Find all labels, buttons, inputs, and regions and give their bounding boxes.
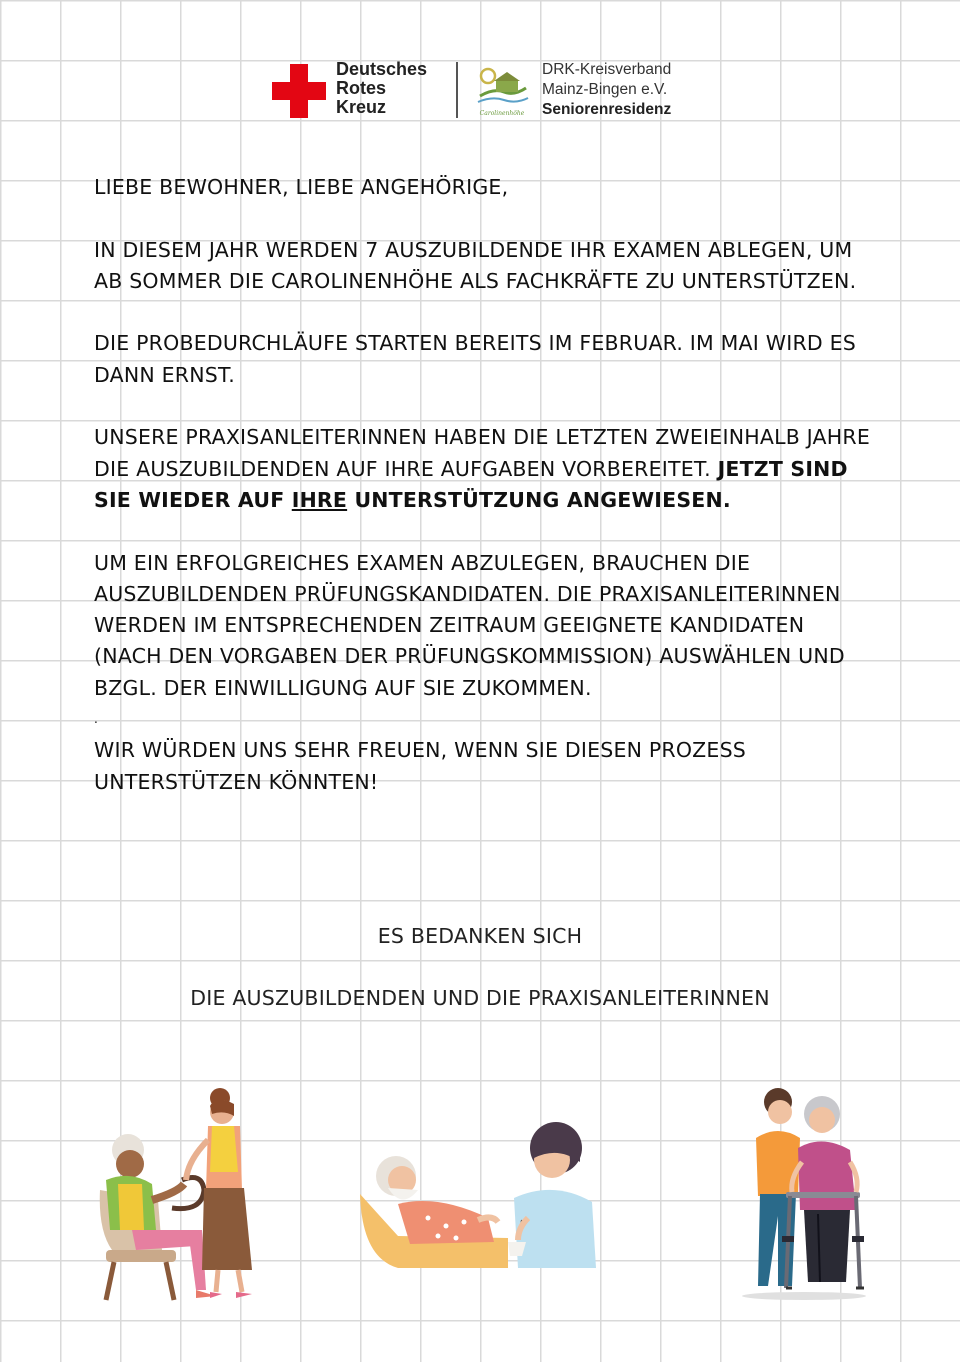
paragraph-support [94,422,874,516]
svg-text:Carolinenhöhe: Carolinenhöhe [479,110,525,117]
kv-line-3: Seniorenresidenz [542,101,672,118]
walker-assistance-illustration [738,1086,868,1300]
paragraph-schedule: DIE PROBEDURCHLÄUFE STARTEN BEREITS IM FEBRUAR. IM MAI WIRD ES DANN ERNST. [94,331,856,387]
support-plain-text: UNSERE PRAXISANLEITERINNEN HABEN DIE LETZTEN ZWEIEINHALB JAHRE DIE AUSZUBILDENDEN AUF IHRE AUFGABEN VORBEREITET. [94,425,870,481]
stray-dot: . [94,712,99,727]
red-cross-logo [272,64,326,118]
drk-wordmark [336,60,427,117]
paragraph-candidates: UM EIN ERFOLGREICHES EXAMEN ABZULEGEN, BRAUCHEN DIE AUSZUBILDENDEN PRÜFUNGSKANDIDATEN. DIE PRAXISANLEITERINNEN WERDEN IM ENTSPRECHENDEN ZEITRAUM GEEIGNETE KANDIDATEN (NACH DEN VORGABEN DER PRÜFUNGSKOMMISSION) AUSWÄHLEN UND BZGL. DER EINWILLIGUNG AUF SIE ZUKOMMEN. [94,550,845,700]
paragraph-closing: WIR WÜRDEN UNS SEHR FREUEN, WENN SIE DIESEN PROZESS UNTERSTÜTZEN KÖNNTEN! [94,738,747,794]
support-emphasis-b: UNTERSTÜTZUNG ANGEWIESEN. [347,487,731,512]
drk-line-3: Kreuz [336,97,387,117]
greeting: LIEBE BEWOHNER, LIEBE ANGEHÖRIGE, [94,175,509,199]
kv-line-2: Mainz-Bingen e.V. [542,81,668,98]
residence-logo [474,62,530,118]
kreisverband-text [542,60,671,120]
support-emphasis-a: JETZT SIND SIE WIEDER AUF [94,456,848,512]
blood-pressure-illustration [92,1080,272,1302]
signature-line: DIE AUSZUBILDENDEN UND DIE PRAXISANLEITERINNEN [190,986,770,1010]
kv-line-1: DRK-Kreisverband [542,61,672,78]
header-divider [456,62,458,118]
support-emphasis-underlined: IHRE [291,487,348,512]
paragraph-exam: IN DIESEM JAHR WERDEN 7 AUSZUBILDENDE IHR EXAMEN ABLEGEN, UM AB SOMMER DIE CAROLINENHÖHE ALS FACHKRÄFTE ZU UNTERSTÜTZEN. [94,237,857,293]
drk-line-1: Deutsches [336,59,428,79]
letterhead [270,58,710,122]
drk-line-2: Rotes [336,78,387,98]
thanks-line: ES BEDANKEN SICH [377,924,583,948]
letter-body [94,172,874,798]
care-conversation-illustration [358,1118,600,1270]
